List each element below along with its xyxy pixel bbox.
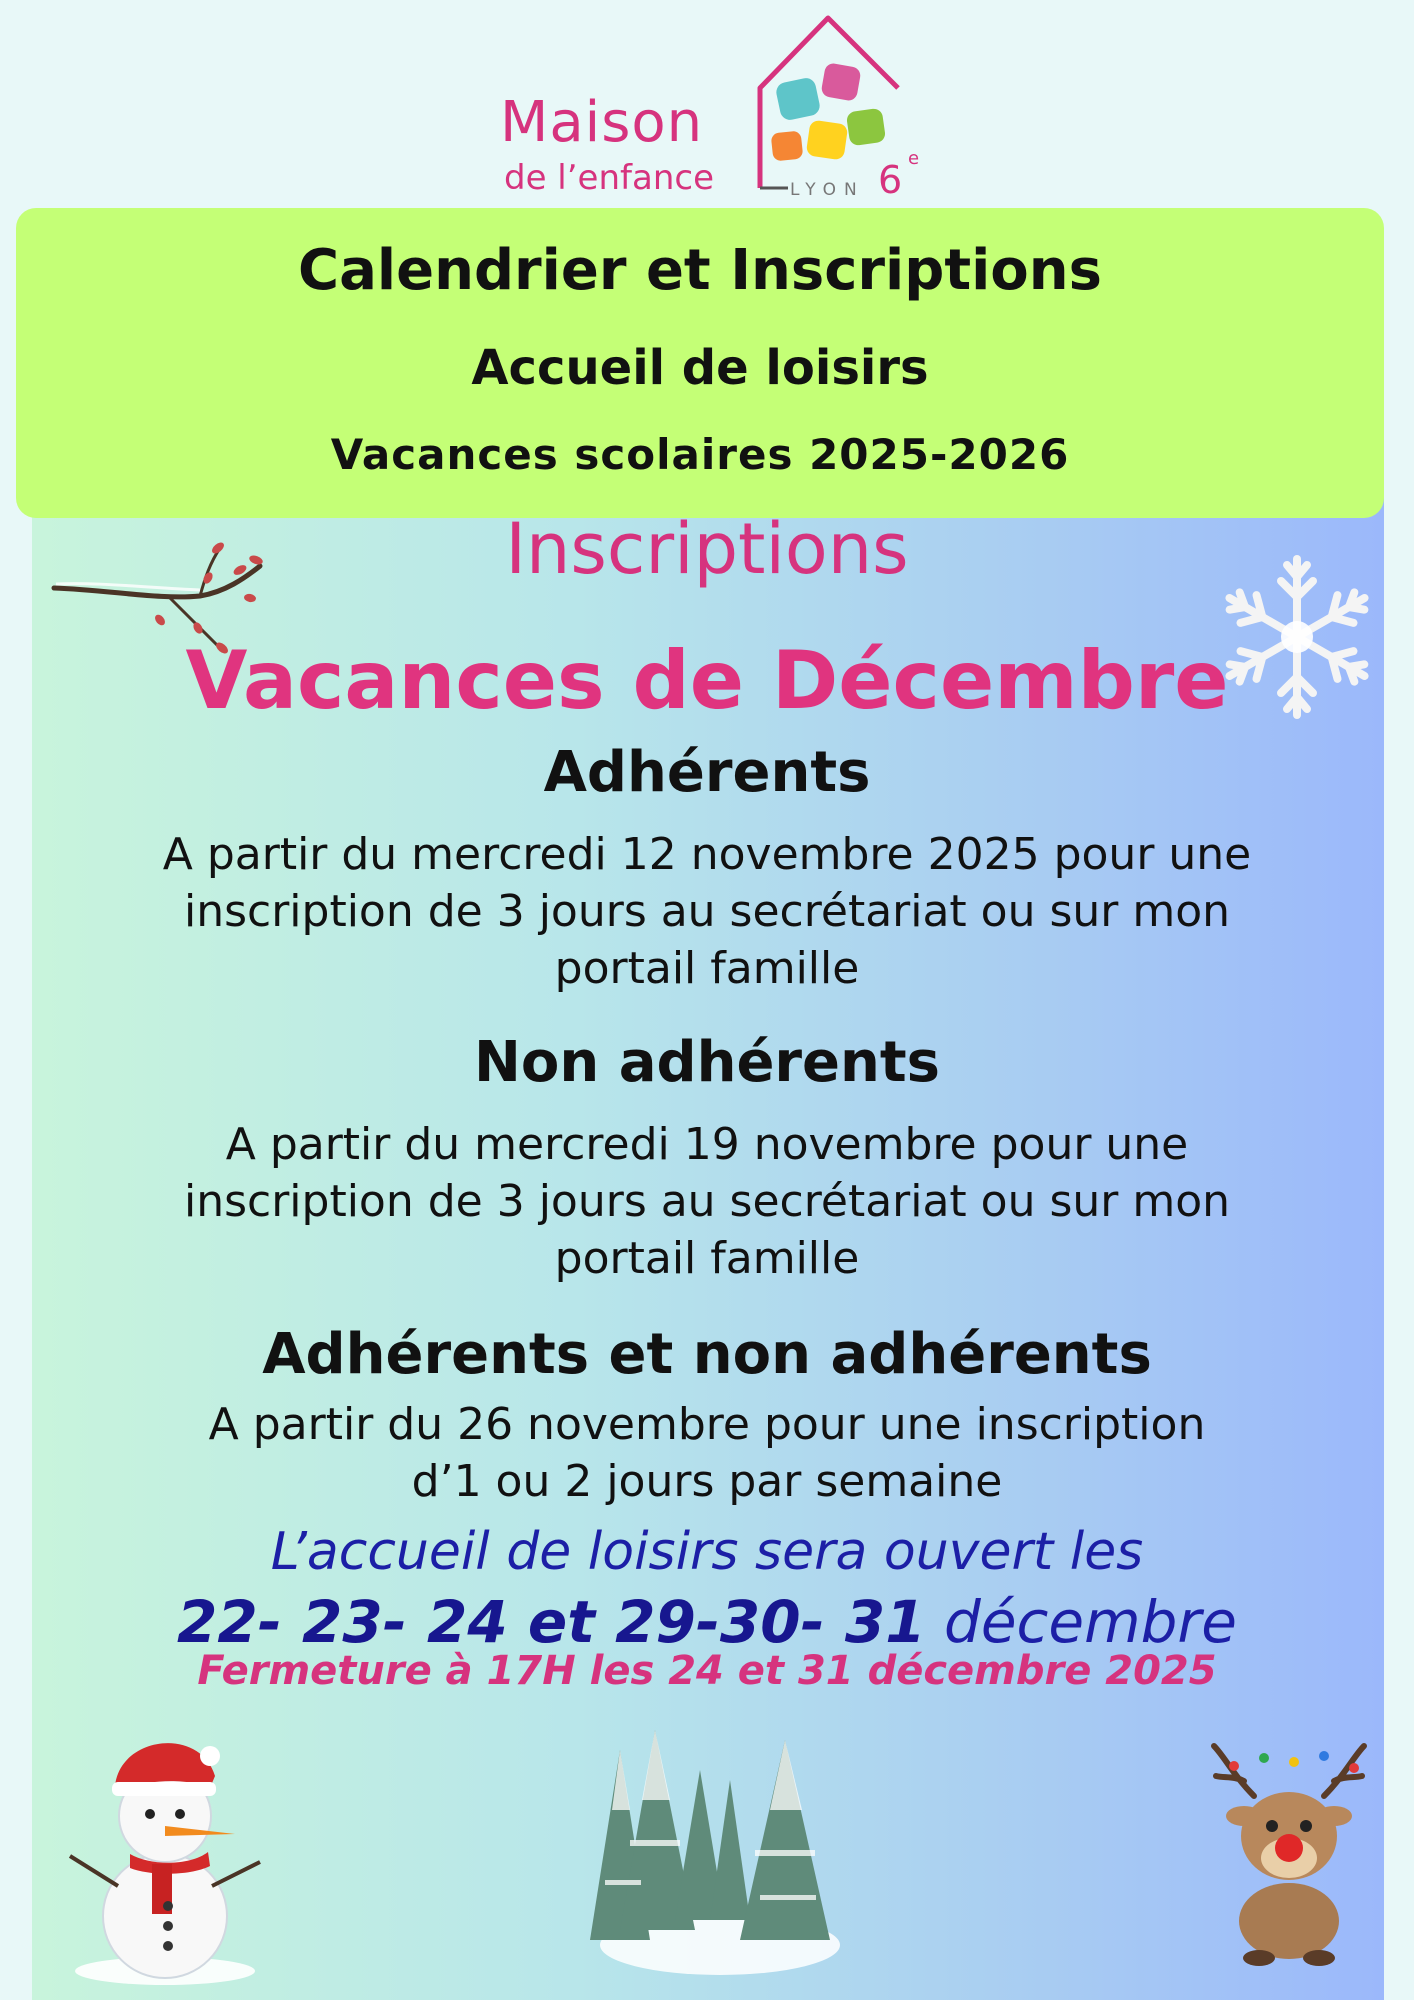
section-line: inscription de 3 jours au secrétariat ou sur mon <box>183 886 1231 937</box>
section-line: d’1 ou 2 jours par semaine <box>411 1456 1003 1507</box>
forest-icon <box>580 1720 860 1980</box>
logo-line1: Maison <box>500 90 704 155</box>
section-title-all: Adhérents et non adhérents <box>262 1322 1152 1387</box>
section-title-members: Adhérents <box>543 740 871 805</box>
section-line: portail famille <box>554 1233 860 1284</box>
inscriptions-label: Inscriptions <box>505 508 909 590</box>
opening-dates-line <box>60 1588 1354 1656</box>
closing-note: Fermeture à 17H les 24 et 31 décembre 2025 <box>197 1648 1217 1694</box>
section-title-non-members: Non adhérents <box>474 1030 940 1095</box>
header-banner <box>16 208 1384 518</box>
section-line: inscription de 3 jours au secrétariat ou sur mon <box>183 1176 1231 1227</box>
snowman-icon <box>60 1716 270 1986</box>
section-body-non-members <box>60 1116 1354 1287</box>
header-subtitle: Accueil de loisirs <box>471 340 929 396</box>
logo-line2: de l’enfance <box>504 158 714 198</box>
section-line: A partir du mercredi 19 novembre pour une <box>225 1119 1189 1170</box>
section-line: A partir du 26 novembre pour une inscription <box>208 1399 1206 1450</box>
opening-month: décembre <box>944 1588 1237 1656</box>
opening-line: L’accueil de loisirs sera ouvert les <box>270 1522 1144 1582</box>
logo-district-suffix: e <box>908 148 920 169</box>
logo <box>500 10 940 200</box>
section-line: portail famille <box>554 943 860 994</box>
vacation-title: Vacances de Décembre <box>185 634 1229 727</box>
logo-city: LYON <box>790 180 865 200</box>
opening-dates: 22- 23- 24 et 29-30- 31 <box>177 1588 926 1656</box>
logo-district-number: 6 <box>878 158 903 202</box>
section-body-members <box>60 826 1354 997</box>
header-period: Vacances scolaires 2025-2026 <box>330 430 1070 479</box>
section-line: A partir du mercredi 12 novembre 2025 pour une <box>162 829 1252 880</box>
section-body-all <box>60 1396 1354 1510</box>
header-title: Calendrier et Inscriptions <box>298 238 1102 303</box>
reindeer-icon <box>1204 1736 1374 1966</box>
